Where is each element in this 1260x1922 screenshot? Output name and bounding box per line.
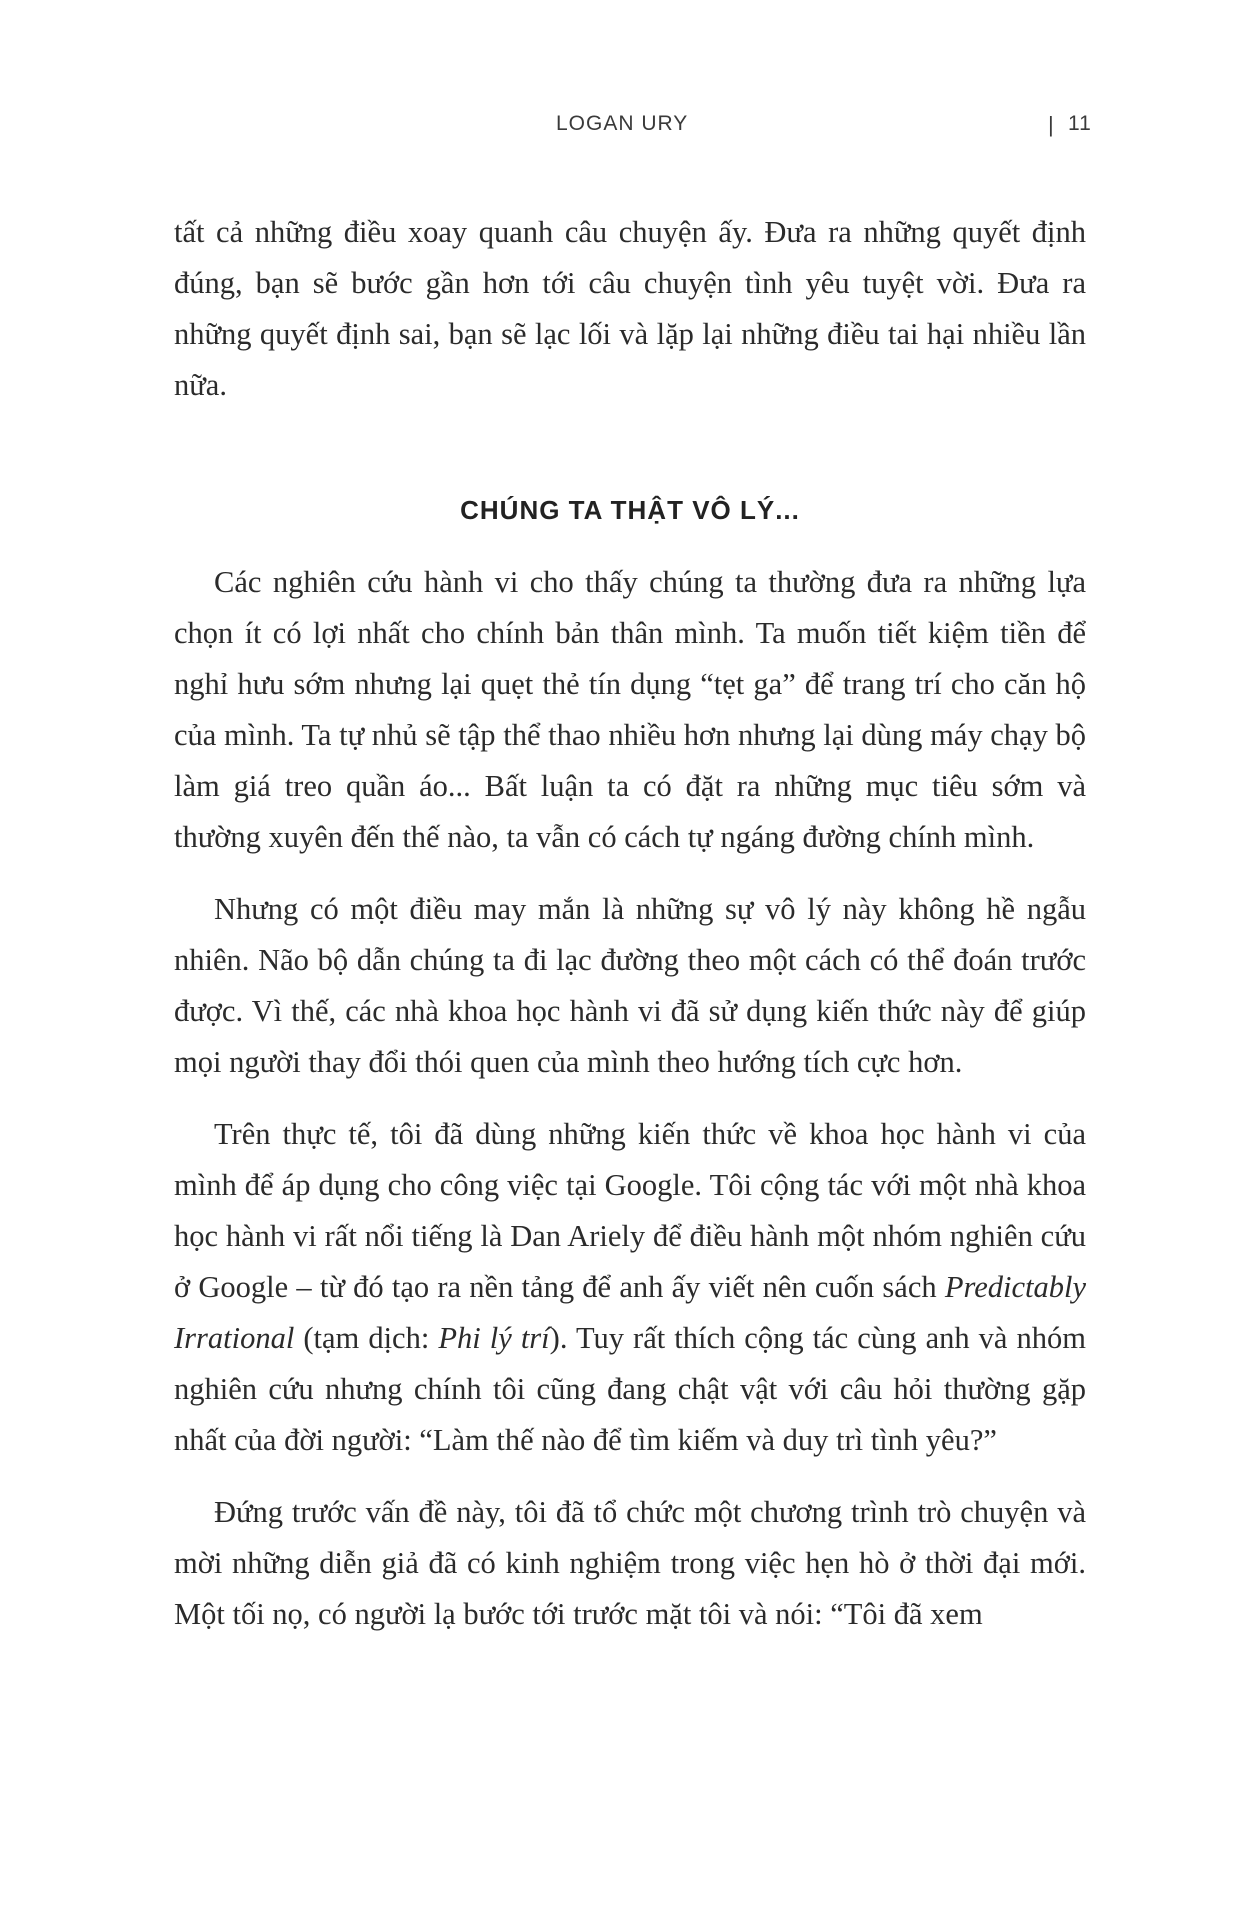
paragraph-2: Nhưng có một điều may mắn là những sự vô lý này không hề ngẫu nhiên. Não bộ dẫn chúng ta đi lạc đường theo một cách có thể đoán trước được. Vì thế, các nhà khoa học hành vi đã sử dụng kiến thức này để giúp mọi người thay đổi thói quen của mình theo hướng tích cực hơn.	[174, 892, 1086, 1079]
book-title: Predictably Irrational	[174, 1270, 1086, 1355]
paragraph-1: Các nghiên cứu hành vi cho thấy chúng ta thường đưa ra những lựa chọn ít có lợi nhất cho chính bản thân mình. Ta muốn tiết kiệm tiền để nghỉ hưu sớm nhưng lại quẹt thẻ tín dụng “tẹt ga” để trang trí cho căn hộ của mình. Ta tự nhủ sẽ tập thể thao nhiều hơn nhưng lại dùng máy chạy bộ làm giá treo quần áo... Bất luận ta có đặt ra những mục tiêu sớm và thường xuyên đến thế nào, ta vẫn có cách tự ngáng đường chính mình.	[174, 565, 1086, 854]
paragraph-3-part-2: (tạm dịch:	[294, 1321, 439, 1355]
continued-paragraph-block	[174, 207, 1086, 411]
page-number: 11	[1068, 112, 1092, 135]
running-header	[0, 112, 1260, 142]
section-body	[174, 557, 1086, 1640]
book-title-vietnamese: Phi lý trí	[438, 1321, 550, 1355]
header-author: LOGAN URY	[556, 112, 689, 135]
section-heading: CHÚNG TA THẬT VÔ LÝ...	[460, 495, 800, 525]
header-separator: |	[1048, 112, 1055, 137]
paragraph-3-part-1: Trên thực tế, tôi đã dùng những kiến thức về khoa học hành vi của mình để áp dụng cho công việc tại Google. Tôi cộng tác với một nhà khoa học hành vi rất nổi tiếng là Dan Ariely để điều hành một nhóm nghiên cứu ở Google – từ đó tạo ra nền tảng để anh ấy viết nên cuốn sách	[174, 1117, 1086, 1304]
continued-paragraph: tất cả những điều xoay quanh câu chuyện ấy. Đưa ra những quyết định đúng, bạn sẽ bước gần hơn tới câu chuyện tình yêu tuyệt vời. Đưa ra những quyết định sai, bạn sẽ lạc lối và lặp lại những điều tai hại nhiều lần nữa.	[174, 215, 1086, 402]
paragraph-4: Đứng trước vấn đề này, tôi đã tổ chức một chương trình trò chuyện và mời những diễn giả đã có kinh nghiệm trong việc hẹn hò ở thời đại mới. Một tối nọ, có người lạ bước tới trước mặt tôi và nói: “Tôi đã xem	[174, 1495, 1086, 1631]
paragraph-3	[174, 1109, 1086, 1466]
paragraph-3-part-3: ). Tuy rất thích cộng tác cùng anh và nhóm nghiên cứu nhưng chính tôi cũng đang chật vật với câu hỏi thường gặp nhất của đời người: “Làm thế nào để tìm kiếm và duy trì tình yêu?”	[174, 1321, 1086, 1457]
